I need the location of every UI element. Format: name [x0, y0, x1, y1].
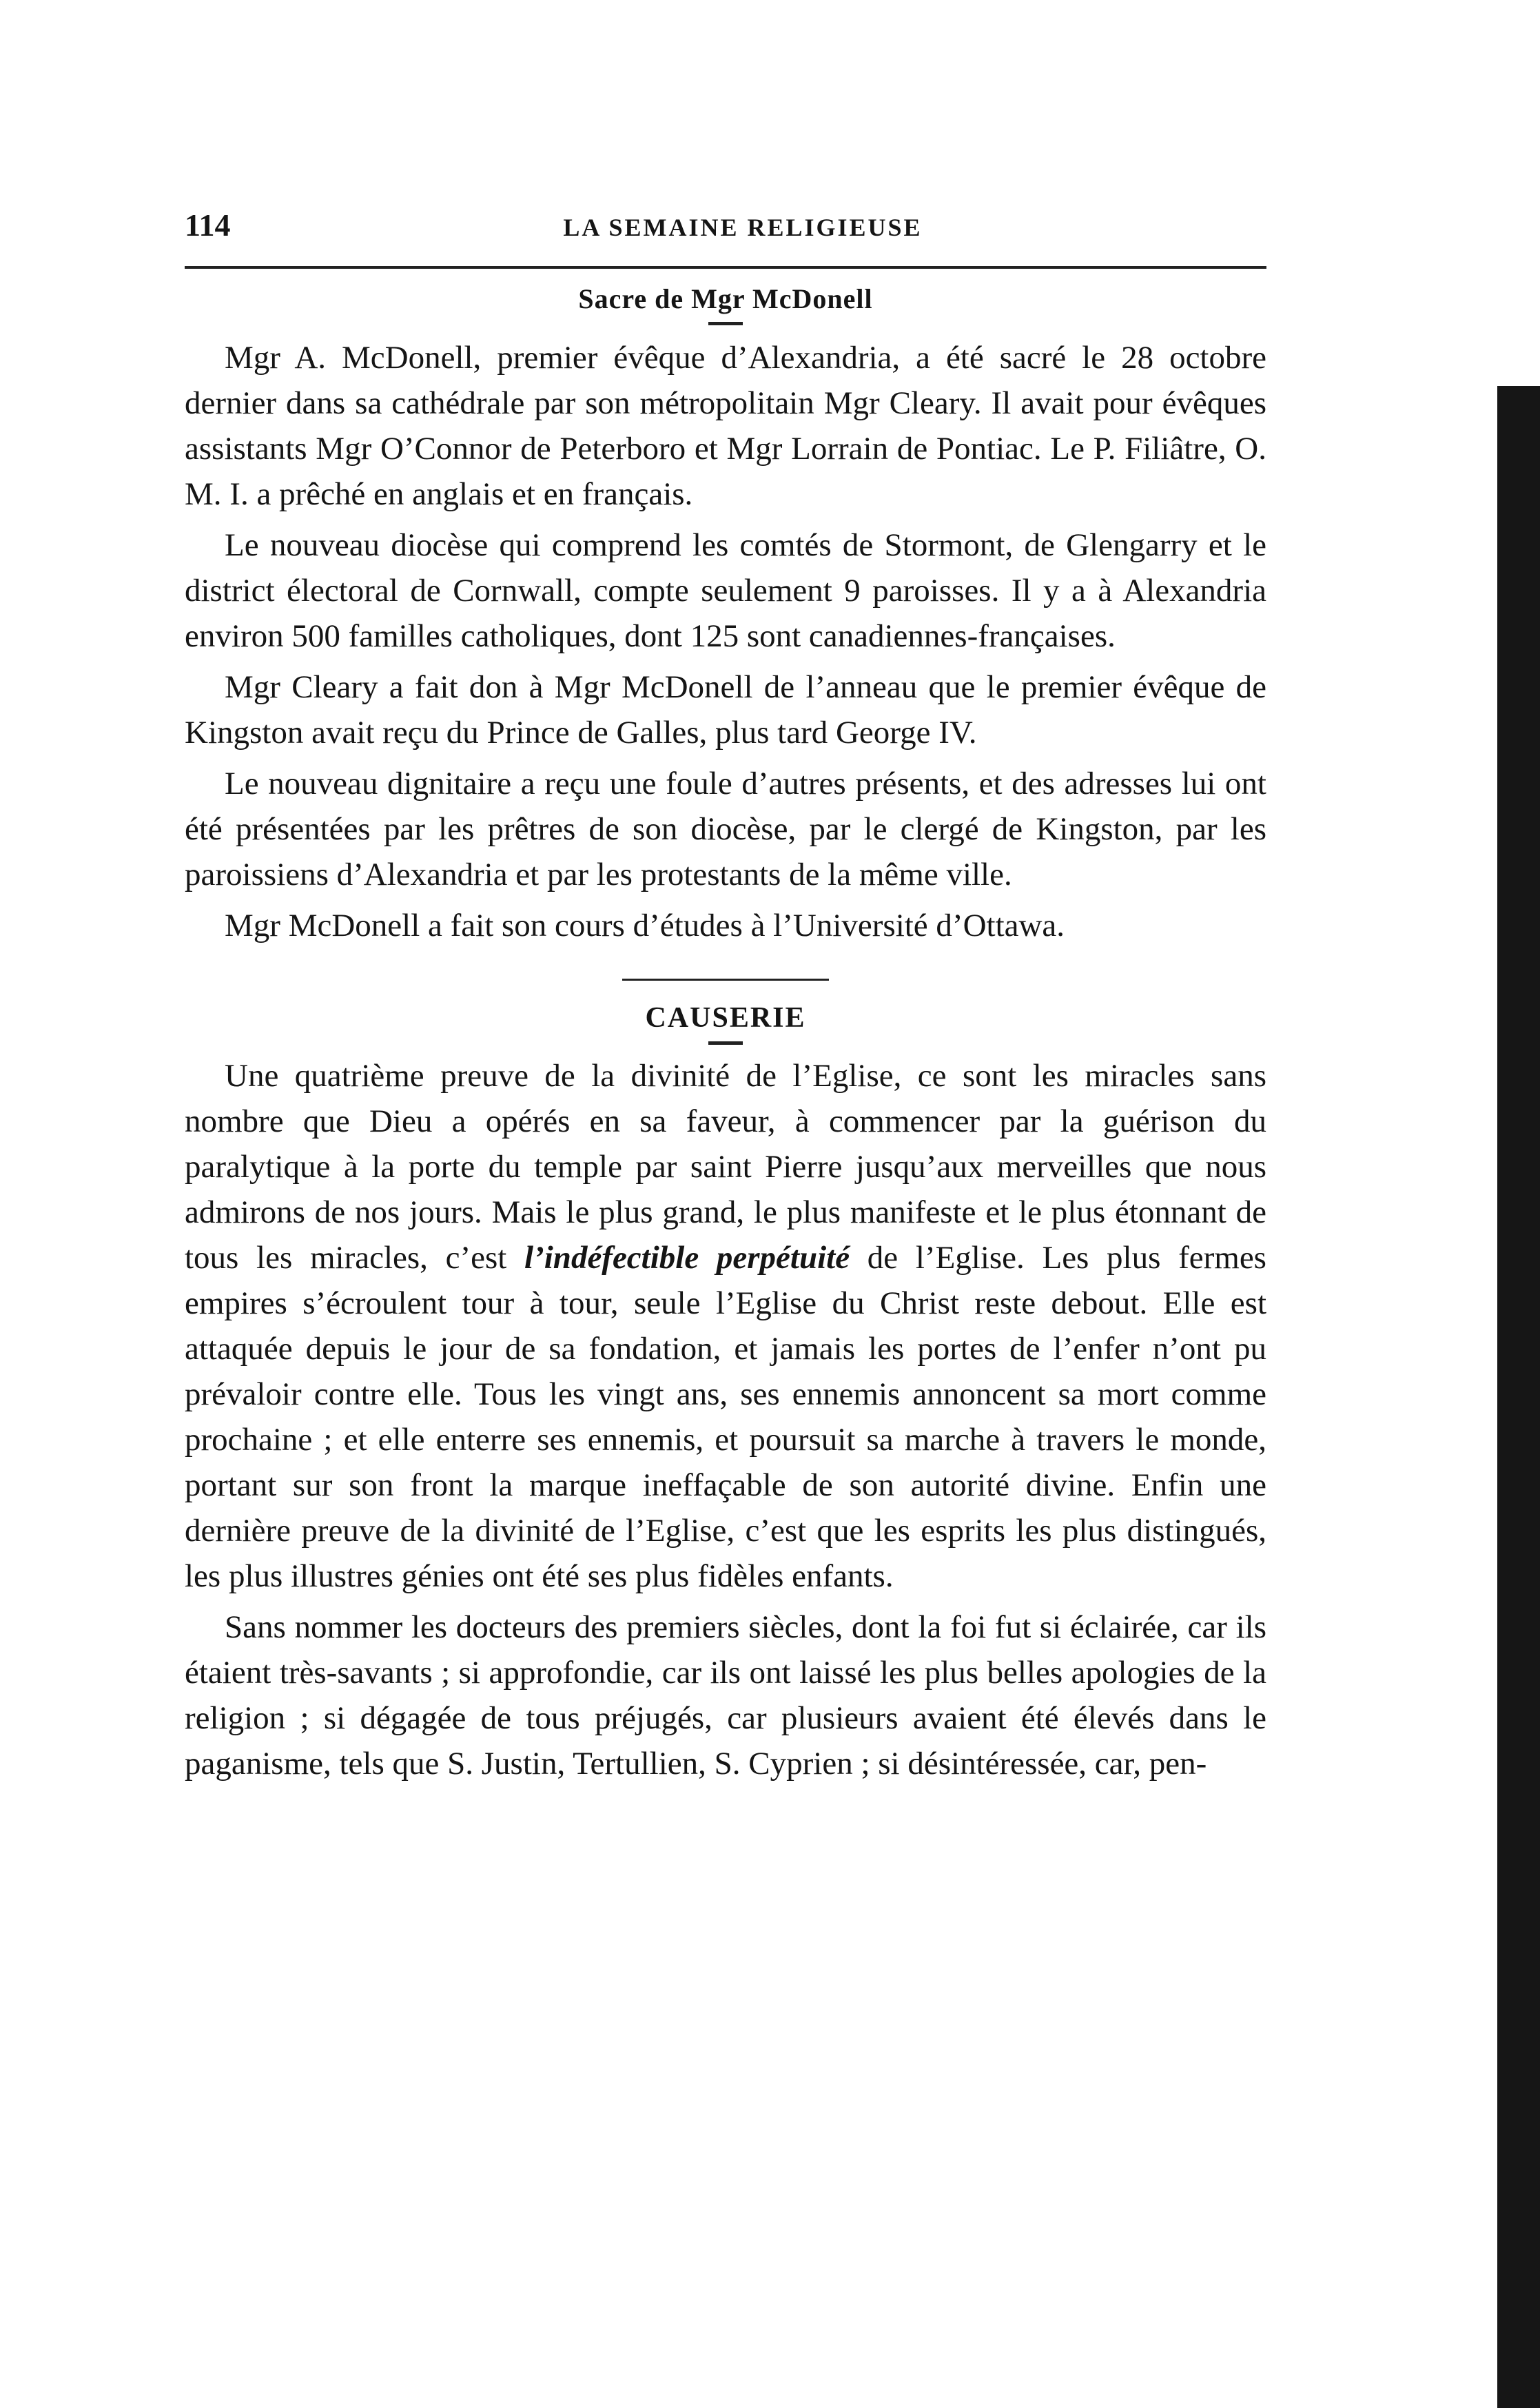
paragraph: Le nouveau diocèse qui comprend les comtés de Stormont, de Glengarry et le district électoral de Cornwall, compte seulement 9 paroisses. Il y a à Alexandria environ 500 familles catholiques, dont 125 sont canadiennes-françaises.: [185, 527, 1266, 654]
section-heading: CAUSERIE: [645, 1002, 806, 1034]
running-title: LA SEMAINE RELIGIEUSE: [563, 214, 923, 241]
header-rule: [185, 266, 1266, 269]
heading-dash: [708, 1041, 743, 1045]
page-body: [185, 207, 1266, 1786]
section-heading: Sacre de Mgr McDonell: [578, 283, 873, 314]
paragraph: Le nouveau dignitaire a reçu une foule d’autres présents, et des adresses lui ont été présentées par les prêtres de son diocèse, par le clergé de Kingston, par les paroissiens d’Alexandria et par les protestants de la même ville.: [185, 766, 1266, 892]
page-number: 114: [185, 207, 231, 243]
paragraph-text: de l’Eglise. Les plus fermes empires s’écroulent tour à tour, seule l’Eglise du Christ reste debout. Elle est attaquée depuis le jour de sa fondation, et jamais les portes de l’enfer n’ont pu prévaloir contre elle. Tous les vingt ans, ses ennemis annoncent sa mort comme prochaine ; et elle enterre ses ennemis, et poursuit sa marche à travers le monde, portant sur son front la marque ineffaçable de son autorité divine. Enfin une dernière preuve de la divinité de l’Eglise, c’est que les esprits les plus distingués, les plus illustres génies ont été ses plus fidèles enfants.: [185, 1240, 1266, 1594]
heading-dash: [708, 322, 743, 325]
section-causerie: [185, 1001, 1266, 1786]
paragraph: [185, 1053, 1266, 1599]
paragraph-text: Une quatrième preuve de la divinité de l’Eglise, ce sont les miracles sans nombre que Dieu a opérés en sa faveur, à commencer par la guérison du paralytique à la porte du temple par saint Pierre jusqu’aux merveilles que nous admirons de nos jours. Mais le plus grand, le plus manifeste et le plus étonnant de tous les miracles, c’est: [185, 1058, 1266, 1276]
paragraph: Mgr A. McDonell, premier évêque d’Alexandria, a été sacré le 28 octobre dernier dans sa cathédrale par son métropolitain Mgr Cleary. Il avait pour évêques assistants Mgr O’Connor de Peterboro et Mgr Lorrain de Pontiac. Le P. Filiâtre, O. M. I. a prêché en anglais et en français.: [185, 340, 1266, 512]
page-header: [185, 207, 1266, 248]
emphasized-text: l’indéfectible perpétuité: [524, 1240, 850, 1276]
paragraph: Mgr McDonell a fait son cours d’études à l’Université d’Ottawa.: [225, 908, 1065, 943]
section-divider: [622, 979, 829, 981]
scanned-page-edge: [1497, 386, 1540, 2408]
paragraph: Sans nommer les docteurs des premiers siècles, dont la foi fut si éclairée, car ils étaient très-savants ; si approfondie, car ils ont laissé les plus belles apologies de la religion ; si dégagée de tous préjugés, car plusieurs avaient été élevés dans le paganisme, tels que S. Justin, Tertullien, S. Cyprien ; si désintéressée, car, pen-: [185, 1609, 1266, 1782]
section-sacre: [185, 283, 1266, 948]
paragraph: Mgr Cleary a fait don à Mgr McDonell de l’anneau que le premier évêque de Kingston avait reçu du Prince de Galles, plus tard George IV.: [185, 669, 1266, 751]
